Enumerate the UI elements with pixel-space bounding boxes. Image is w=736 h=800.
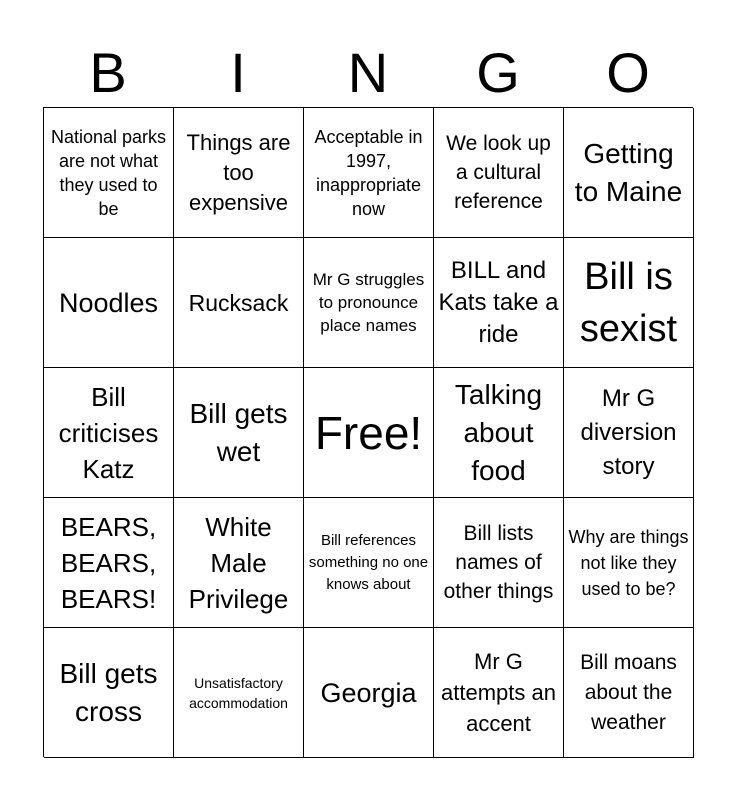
bingo-cell-r5c5[interactable]: [564, 628, 694, 758]
cell-text: Bill lists names of other things: [443, 522, 554, 603]
cell-text: Mr G attempts an accent: [441, 649, 556, 736]
bingo-cell-r1c1[interactable]: [44, 108, 174, 238]
bingo-cell-r5c3[interactable]: [304, 628, 434, 758]
bingo-cell-r2c5[interactable]: [564, 238, 694, 368]
bingo-cell-r4c5[interactable]: [564, 498, 694, 628]
header-letter-g: G: [476, 41, 520, 104]
bingo-cell-r4c4[interactable]: [434, 498, 564, 628]
cell-text: Things are too expensive: [186, 129, 291, 215]
bingo-grid: [43, 107, 693, 757]
bingo-cell-r2c4[interactable]: [434, 238, 564, 368]
cell-text: Talking about food: [454, 378, 543, 486]
header-letter-b: B: [89, 41, 127, 104]
bingo-cell-r1c4[interactable]: [434, 108, 564, 238]
bingo-cell-r4c1[interactable]: [44, 498, 174, 628]
cell-text: BILL and Kats take a ride: [438, 256, 559, 348]
cell-text: Unsatisfactory accommodation: [189, 674, 288, 711]
cell-text: Bill is sexist: [579, 255, 678, 350]
bingo-cell-r3c5[interactable]: [564, 368, 694, 498]
header-letter-n: N: [347, 41, 389, 104]
cell-text: Why are things not like they used to be?: [568, 526, 689, 599]
bingo-cell-r5c4[interactable]: [434, 628, 564, 758]
bingo-cell-r1c5[interactable]: [564, 108, 694, 238]
cell-text: White Male Privilege: [188, 511, 289, 614]
header-letter-o: O: [606, 41, 650, 104]
cell-text: National parks are not what they used to be: [50, 126, 167, 219]
bingo-cell-r2c1[interactable]: [44, 238, 174, 368]
bingo-cell-r5c1[interactable]: [44, 628, 174, 758]
header-letter-i: I: [230, 41, 246, 104]
cell-text: Mr G diversion story: [580, 384, 677, 480]
bingo-cell-r3c2[interactable]: [174, 368, 304, 498]
cell-text: Bill criticises Katz: [58, 381, 159, 484]
cell-text: Acceptable in 1997, inappropriate now: [314, 126, 423, 219]
bingo-cell-r3c4[interactable]: [434, 368, 564, 498]
bingo-cell-r4c3[interactable]: [304, 498, 434, 628]
bingo-cell-r3c3[interactable]: [304, 368, 434, 498]
cell-text: Bill gets cross: [59, 657, 158, 727]
cell-text: BEARS, BEARS, BEARS!: [60, 511, 157, 614]
cell-text: Rucksack: [188, 289, 289, 316]
cell-text: Bill moans about the weather: [580, 650, 677, 734]
bingo-cell-r1c2[interactable]: [174, 108, 304, 238]
bingo-cell-r1c3[interactable]: [304, 108, 434, 238]
cell-text: Mr G struggles to pronounce place names: [312, 270, 425, 335]
cell-text: Georgia: [320, 677, 417, 708]
bingo-cell-r5c2[interactable]: [174, 628, 304, 758]
cell-text: Bill references something no one knows about: [308, 531, 429, 593]
cell-text: We look up a cultural reference: [446, 132, 551, 213]
bingo-cell-r3c1[interactable]: [44, 368, 174, 498]
free-space-label: Free!: [314, 406, 423, 459]
bingo-cell-r2c2[interactable]: [174, 238, 304, 368]
bingo-cell-r4c2[interactable]: [174, 498, 304, 628]
bingo-cell-r2c3[interactable]: [304, 238, 434, 368]
cell-text: Noodles: [58, 287, 159, 318]
cell-text: Getting to Maine: [574, 137, 683, 207]
cell-text: Bill gets wet: [189, 397, 288, 467]
bingo-header: [43, 40, 693, 106]
